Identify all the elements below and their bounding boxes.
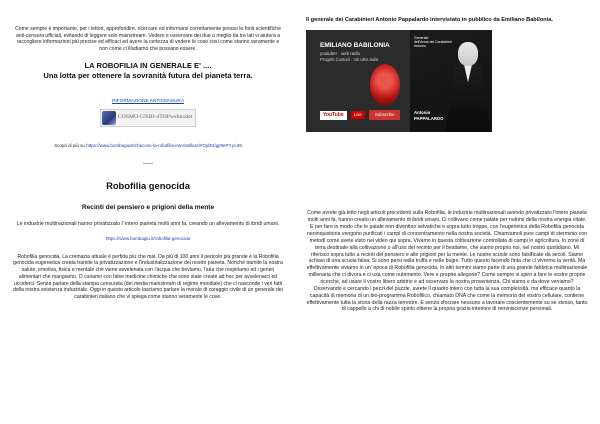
- video-thumbnail[interactable]: [306, 30, 492, 132]
- main-heading: [12, 61, 284, 81]
- video-caption: Il generale dei Carabinieri Antonio Pappalardo intervistato in pubblico da Emiliano Babilonia.: [306, 17, 553, 23]
- source-link[interactable]: https://www.bombagiust/checose-la-robofilia-interstellare/#Ojd63/gj9tePY.pi.99: [86, 142, 242, 148]
- youtube-logo-icon: YouTube: [320, 111, 347, 120]
- video-host-name: EMILIANO BABILONIA: [320, 42, 390, 50]
- right-column: [306, 0, 588, 313]
- guest-card: Generale dell'Arma dei Carabinieri Antonio: [414, 36, 453, 49]
- article-subtitle: Recinti del pensiero e prigioni della mente: [81, 204, 215, 212]
- article-title: Robofilia genocida: [106, 179, 190, 191]
- article-lead: Le industrie multinazionali hanno privatizzato l' intero pianeta molti anni fa, creando un allevamento di ibridi umani.: [16, 220, 280, 227]
- main-heading-line1: LA ROBOFILIA IN GENERALE E' ....: [84, 60, 212, 70]
- officer-head: [458, 42, 478, 66]
- article-body: Robofilia genocida. La cremazia attuale è perfida più che mai. Da più di 100 anni il pericolo più grande è la Robofilia genocida eugenetica creata tramite la privatizzazione e l'industrializzazione del nostro pianeta. Nonché tramite la nostra salute, emotiva, fisica e mentale che viene avvelenata con l'acqua che beviamo, l'aria che respiriamo ed i generi alimentari che mangiamo. O curiamo con false medicine chimiche che sono state create ad hoc per avvelenarci ed ucciderci. Senza parlare della stampa censurata (dei media mainstream di regime mondiale) che ci nasconde i veri fatti della nostra esistenza industriale. Oggi in questo articolo lasciamo parlare la morale di coraggio civile di un generale dei carabinieri italiano che vi spiega come stanno veramente le cose.: [13, 253, 283, 301]
- cosmo-banner[interactable]: [100, 109, 196, 127]
- main-heading-line2: Una lotta per ottenere la sovranità futura del pianeta terra.: [43, 70, 253, 80]
- intro-paragraph: Come sempre è importante, per i lettori, approfondire, ricercare ed informarsi correttamente presso le fonti scientifiche anti-censura ufficiali, evitando di leggere solo mainstream. Vedere e osservare dei due o meglio da tre lati vi aiuterà a raccogliere informazioni più precise ed efficaci ed avere la certezza di vedere le cose così come stanno veramente e non come ci illudiamo che possano essere.: [15, 26, 281, 53]
- video-host-tag: Progetti Custodi · mk ultra italia: [320, 57, 379, 63]
- officer-figure: [446, 42, 490, 132]
- video-right-panel: [410, 30, 492, 132]
- cosmo-logo-icon: [102, 111, 116, 125]
- source-line: [12, 143, 284, 149]
- article-url[interactable]: https://www.bombagiu.it/robofilia-genocida: [105, 235, 191, 241]
- video-left-panel: [306, 30, 410, 132]
- video-host-role: youtuber · web radio: [320, 51, 361, 57]
- subscribe-button[interactable]: Subscribe: [369, 110, 401, 120]
- host-portrait: [370, 64, 400, 106]
- youtube-bar: [320, 110, 400, 120]
- right-body: Come avrete già letto negli articoli precedenti sulla Robofilia, le industrie multinazionali avendo privatizzato l'intero pianeta molti anni fa, hanno creato un allevamento di ibridi umani. Ci coltivano come patate per nutrirsi della nostra energia vitale. E per fare in modo che le patate non diventino selvatiche e sopra tutto troppe, con l'eugenetica della Robofilia genocida neoinquisitoria vengono purificati i campi di concentramento nella nostra società. Chiamiamoli pure campi di sterminio con metodi come avete visto nel video qui sopra. Vivamo in questa coltivazione controllata di campi in agricoltura. In zone di terra destinate alla coltivazione o all'uso del recinto per il bestiame, che siamo proprio noi, nel nostro quotidiano. Mi riferisco sopra tutto a recinti del pensiero e alle prigioni per la mente. Le nostre scuole sono falsificate da secoli. Siamo schiavi di una scuola falsa. Si sono persi nella truffa e nelle bugie. Tutto questo facendo finta che ci vivremo la verità. Ma effettivamente viviamo in un' epoca di Robofilia genocida. In altri termini siamo parte di una grande fabbrica multinazionale millenaria che ci divora e ci usa come nutrimento. Vere e proprie allegorie? Come sempre vi spiro a fare le vostre proprie ricerche, ad usare il vostro libero arbitrio e ad osservare la nostra provenienza. Chi siamo e da dove veniamo? Osservando e cercando i pezzi del puzzle, avrete il quadro intero con tutta la sua complessità, ma efficace quanto la capacità di memoria di un bio-programma Robofilico, chiamato DNA che come la memoria del vostro cellulare, contiene effettivamente tutta la storia della razza terrestre. E senza sforzare nessuno a lavorare coscientemente su se stesso, tanto di cappello a chi di nobile spirito ottiene la propria grazia interiore di reminiscenze personali.: [306, 210, 588, 313]
- live-badge: Live: [351, 111, 365, 119]
- source-prefix: Scopri di più su: [54, 142, 85, 148]
- divider: [143, 163, 153, 164]
- banner-text: COSMO-GNDI-4TOPwebnodet: [118, 114, 193, 121]
- info-link[interactable]: INFORMAZIONE ANTICENSURA: [111, 98, 185, 104]
- guest-name: Antonio PAPPALARDO: [414, 110, 444, 121]
- left-column: [12, 0, 284, 301]
